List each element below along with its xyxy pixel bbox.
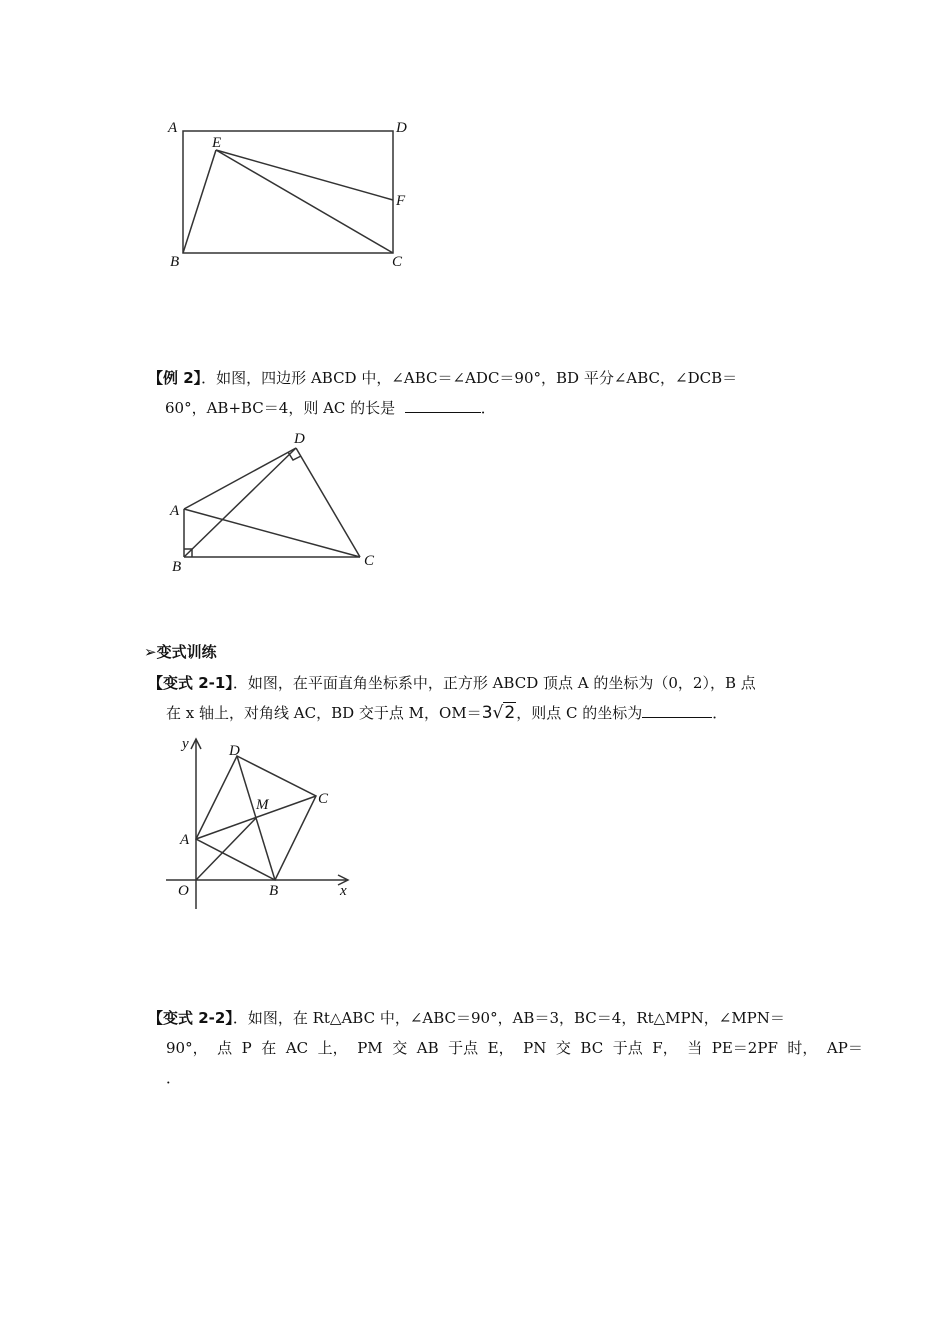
example-2-line2-end: ． <box>480 399 496 417</box>
label-c: C <box>392 254 403 270</box>
label-a: A <box>170 503 180 519</box>
label-a: A <box>168 120 178 136</box>
figure-coordinate-square <box>160 735 370 915</box>
label-d: D <box>294 431 305 447</box>
segment-ad <box>184 448 296 509</box>
variant-2-2-line1: ．如图，在 Rt△ABC 中，∠ABC＝90°，AB＝3，BC＝4，Rt△MPN，∠MPN＝ <box>232 1009 785 1027</box>
label-d: D <box>229 743 240 759</box>
variant-2-1-text <box>148 668 808 728</box>
variant-2-1-line1: ．如图，在平面直角坐标系中，正方形 ABCD 顶点 A 的坐标为（0，2），B 点 <box>232 674 756 692</box>
label-b: B <box>170 254 180 270</box>
example-2-line1: ．如图，四边形 ABCD 中，∠ABC＝∠ADC＝90°，BD 平分∠ABC，∠DCB＝ <box>201 369 738 387</box>
label-b: B <box>172 559 182 575</box>
example-2-text <box>148 363 808 423</box>
segment-be <box>183 150 216 253</box>
example-2-line2: 60°，AB+BC＝4，则 AC 的长是 <box>165 399 396 417</box>
variant-2-2-line2: 90°， 点 P 在 AC 上， PM 交 AB 于点 E， PN 交 BC 于点 F， 当 PE＝2PF 时， AP＝ <box>166 1039 863 1057</box>
label-m: M <box>256 797 269 813</box>
label-b: B <box>269 883 279 899</box>
segment-ec <box>216 150 393 253</box>
label-f: F <box>396 193 406 209</box>
variant-2-1-line2-a: 在 x 轴上，对角线 AC，BD 交于点 M，OM＝ <box>166 704 482 722</box>
figure-rectangle-svg <box>160 110 430 280</box>
variant-2-1-line2-end: ． <box>712 704 728 722</box>
label-a: A <box>180 832 190 848</box>
figure-rectangle-abcd <box>160 110 430 280</box>
om-value: 3√2 <box>481 703 516 723</box>
label-c: C <box>364 553 375 569</box>
variant-2-2-tag: 【变式 2-2】 <box>148 1009 233 1027</box>
example-2-tag: 【例 2】 <box>148 369 202 387</box>
label-d: D <box>396 120 407 136</box>
segment-dc <box>296 448 360 557</box>
om-coefficient: 3 <box>481 703 493 723</box>
om-radicand: 2 <box>504 703 516 723</box>
variant-2-1-line2-b: ，则点 C 的坐标为 <box>516 704 643 722</box>
segment-ac <box>184 509 360 557</box>
section-title: 变式训练 <box>156 643 217 661</box>
section-marker: ➢ <box>144 643 157 661</box>
figure-coordinate-svg <box>160 735 370 915</box>
segment-bd <box>184 448 296 557</box>
variant-2-2-text <box>148 1003 863 1093</box>
segment-ef <box>216 150 393 200</box>
segment-om <box>196 818 256 880</box>
figure-quadrilateral-abcd <box>160 425 390 575</box>
example-2-answer-blank[interactable] <box>405 396 481 413</box>
label-x: x <box>340 883 347 899</box>
variant-2-2-line3: ． <box>166 1069 182 1087</box>
label-e: E <box>212 135 222 151</box>
label-c: C <box>318 791 329 807</box>
section-heading <box>144 641 217 662</box>
variant-2-1-tag: 【变式 2-1】 <box>148 674 233 692</box>
label-y: y <box>182 736 189 752</box>
figure-quadrilateral-svg <box>160 425 390 575</box>
variant-2-1-answer-blank[interactable] <box>642 701 712 718</box>
label-o: O <box>178 883 189 899</box>
